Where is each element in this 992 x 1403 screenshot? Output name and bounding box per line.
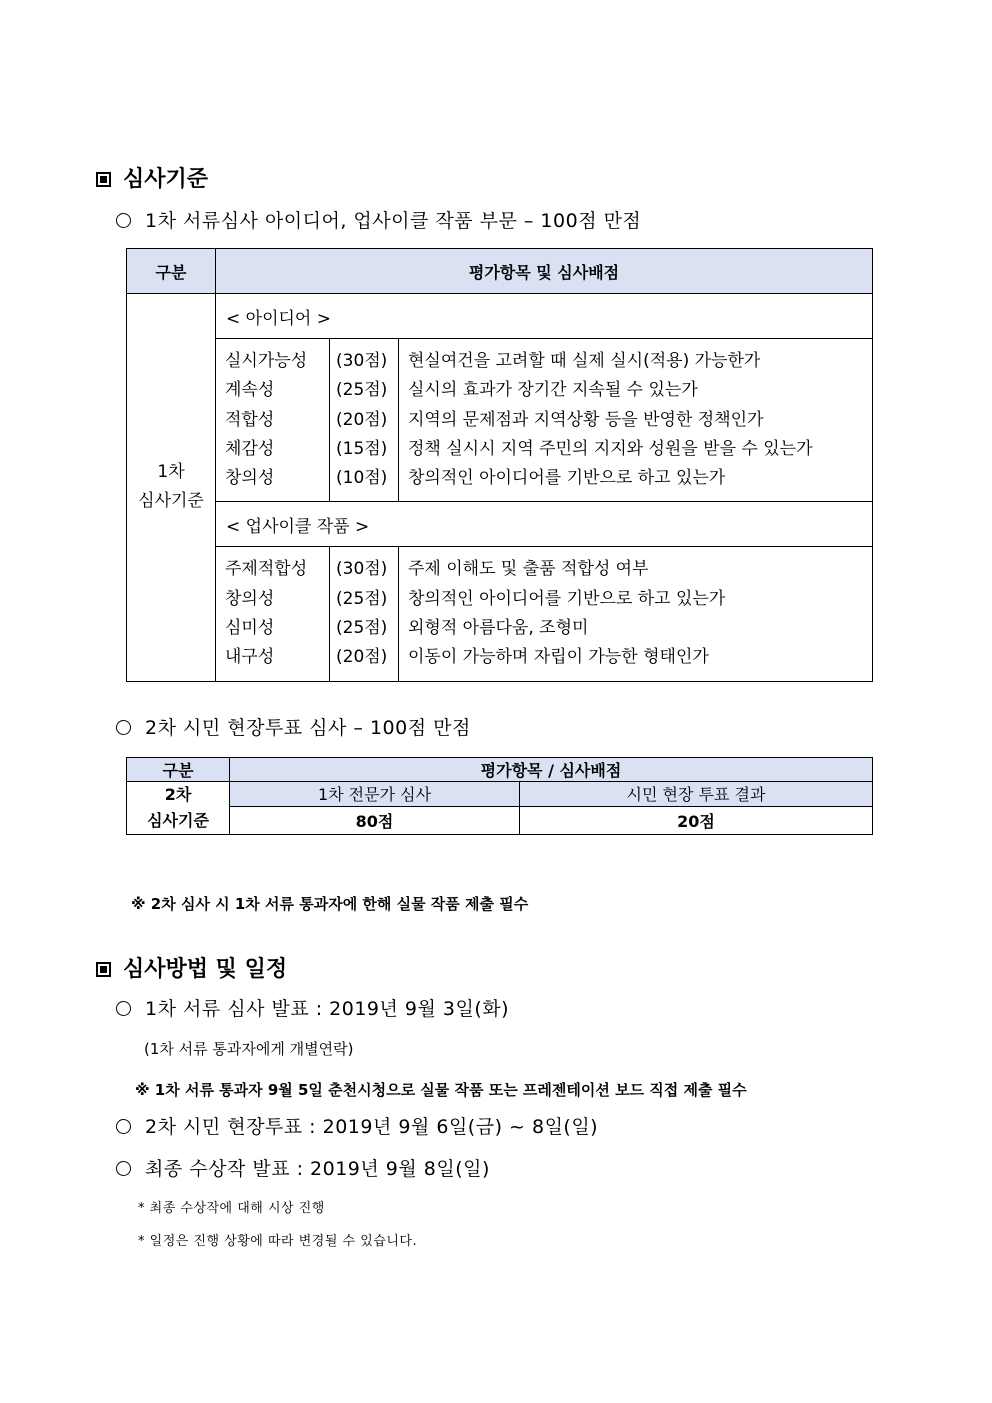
schedule-item-3 <box>116 1154 490 1181</box>
points: (20점) <box>336 409 388 430</box>
upcycle-description-cell <box>399 547 873 681</box>
round-label-cell <box>127 294 216 682</box>
schedule-item-1-note: ※ 1차 서류 통과자 9월 5일 춘천시청으로 실물 작품 또는 프레젠테이션 보드 직접 제출 필수 <box>135 1081 747 1099</box>
idea-points-cell <box>330 339 399 502</box>
circle-bullet-icon <box>116 1119 131 1134</box>
citizen-vote-score: 20점 <box>520 806 873 834</box>
criterion: 주제적합성 <box>225 559 308 580</box>
circle-bullet-icon <box>116 1001 131 1016</box>
criteria-item-1 <box>116 206 641 233</box>
points: (30점) <box>336 351 388 371</box>
circle-bullet-icon <box>116 1161 131 1176</box>
criterion: 계속성 <box>225 380 275 401</box>
item-text: 1차 서류 심사 발표 : 2019년 9월 3일(화) <box>145 998 510 1020</box>
criterion: 창의성 <box>225 468 275 489</box>
schedule-item-2 <box>116 1112 598 1139</box>
round-label-line: 1차 <box>157 462 185 483</box>
circle-bullet-icon <box>116 720 131 735</box>
first-round-criteria-table <box>126 248 873 682</box>
item-text: 최종 수상작 발표 : 2019년 9월 8일(일) <box>145 1158 490 1180</box>
description: 주제 이해도 및 출품 적합성 여부 <box>408 559 649 580</box>
criterion: 심미성 <box>225 618 275 639</box>
description: 실시의 효과가 장기간 지속될 수 있는가 <box>408 380 698 401</box>
points: (15점) <box>336 438 388 459</box>
criterion: 적합성 <box>225 409 275 430</box>
description: 지역의 문제점과 지역상황 등을 반영한 정책인가 <box>408 409 764 430</box>
upcycle-heading: < 업사이클 작품 > <box>216 502 873 547</box>
idea-criteria-cell <box>216 339 330 502</box>
expert-review-label: 1차 전문가 심사 <box>230 782 520 807</box>
points: (25점) <box>336 618 388 639</box>
footnote-schedule-change: * 일정은 진행 상황에 따라 변경될 수 있습니다. <box>138 1234 418 1249</box>
round-label-cell <box>127 782 230 835</box>
filled-square-icon <box>96 172 111 187</box>
round-label-line: 심사기준 <box>138 491 204 512</box>
description: 이동이 가능하며 자립이 가능한 형태인가 <box>408 647 709 668</box>
criteria-item-2 <box>116 713 471 740</box>
points: (20점) <box>336 647 388 668</box>
section-heading-schedule <box>96 952 287 983</box>
second-round-criteria-table <box>126 757 873 835</box>
points: (10점) <box>336 468 388 489</box>
round-label-line: 심사기준 <box>147 811 209 830</box>
description: 창의적인 아이디어를 기반으로 하고 있는가 <box>408 468 726 489</box>
table-header-items: 평가항목 및 심사배점 <box>216 249 873 294</box>
footnote-award: * 최종 수상작에 대해 시상 진행 <box>138 1201 325 1216</box>
points: (25점) <box>336 380 388 401</box>
item-text: 1차 서류심사 아이디어, 업사이클 작품 부문 – 100점 만점 <box>145 210 642 232</box>
section-heading-criteria <box>96 162 208 193</box>
section-title: 심사기준 <box>123 167 209 192</box>
criterion: 내구성 <box>225 647 275 668</box>
table-header-items: 평가항목 / 심사배점 <box>230 758 873 782</box>
expert-review-score: 80점 <box>230 806 520 834</box>
criterion: 창의성 <box>225 588 275 609</box>
points: (25점) <box>336 588 388 609</box>
description: 정책 실시시 지역 주민의 지지와 성원을 받을 수 있는가 <box>408 438 813 459</box>
section-title: 심사방법 및 일정 <box>123 957 288 982</box>
upcycle-points-cell <box>330 547 399 681</box>
item-text: 2차 시민 현장투표 심사 – 100점 만점 <box>145 717 471 739</box>
submission-note: ※ 2차 심사 시 1차 서류 통과자에 한해 실물 작품 제출 필수 <box>131 895 529 913</box>
idea-heading: < 아이디어 > <box>216 294 873 339</box>
schedule-item-1 <box>116 994 509 1021</box>
idea-description-cell <box>399 339 873 502</box>
item-text: 2차 시민 현장투표 : 2019년 9월 6일(금) ~ 8일(일) <box>145 1116 599 1138</box>
criterion: 체감성 <box>225 438 275 459</box>
upcycle-criteria-cell <box>216 547 330 681</box>
table-header-category: 구분 <box>127 758 230 782</box>
circle-bullet-icon <box>116 213 131 228</box>
description: 외형적 아름다움, 조형미 <box>408 618 589 639</box>
citizen-vote-label: 시민 현장 투표 결과 <box>520 782 873 807</box>
description: 창의적인 아이디어를 기반으로 하고 있는가 <box>408 588 726 609</box>
filled-square-icon <box>96 962 111 977</box>
criterion: 실시가능성 <box>225 351 308 371</box>
points: (30점) <box>336 559 388 580</box>
round-label-line: 2차 <box>164 785 192 804</box>
table-header-category: 구분 <box>127 249 216 294</box>
schedule-item-1-sub: (1차 서류 통과자에게 개별연락) <box>144 1040 354 1058</box>
description: 현실여건을 고려할 때 실제 실시(적용) 가능한가 <box>408 351 761 371</box>
